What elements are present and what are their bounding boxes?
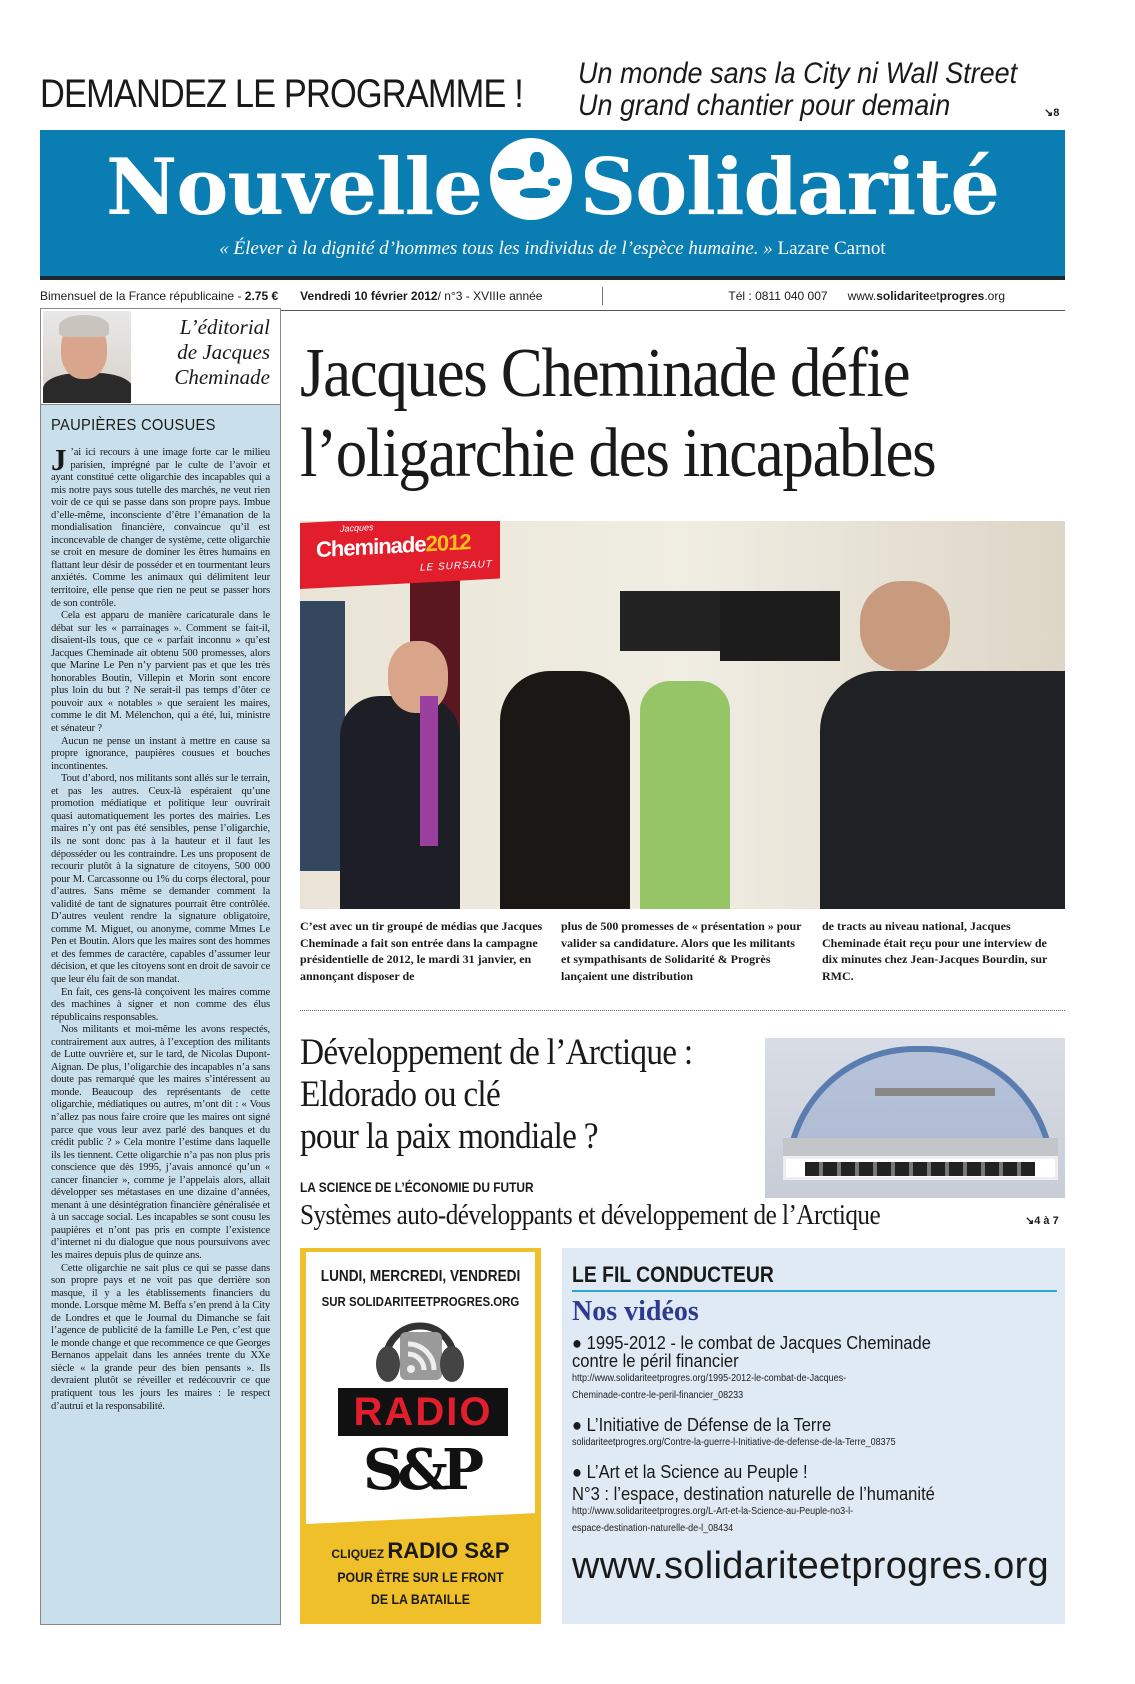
motto-quote: « Élever à la dignité d’hommes tous les individus de l’espèce humaine. » bbox=[219, 238, 773, 259]
motto bbox=[40, 238, 1065, 260]
teaser[interactable] bbox=[578, 58, 1017, 122]
radio-logo-word: RADIO bbox=[338, 1388, 508, 1436]
video-item[interactable]: ● L’Art et la Science au Peuple ! N°3 : l’espace, destination naturelle de l’humanité http://www.solidariteetprogres.org/L-Art-et-la-Science-au-Peuple-no3-l- espace-destination-naturelle-de-l_08434 bbox=[572, 1463, 1057, 1537]
radio-site: SUR SOLIDARITEETPROGRES.ORG bbox=[321, 1294, 520, 1309]
phone: Tél : 0811 040 007 bbox=[728, 289, 828, 303]
drop-cap: J bbox=[51, 442, 67, 477]
radio-logo-sp: S&P bbox=[362, 1437, 479, 1503]
video-link[interactable]: solidariteetprogres.org/Contre-la-guerre-l-Initiative-de-defense-de-la-Terre_08375 bbox=[572, 1437, 896, 1448]
masthead bbox=[40, 130, 1065, 280]
main-headline[interactable]: Jacques Cheminade défie l’oligarchie des incapables bbox=[300, 335, 936, 492]
campaign-badge bbox=[300, 521, 500, 589]
globe-icon bbox=[490, 138, 572, 220]
radio-cta-line: POUR ÊTRE SUR LE FRONT bbox=[337, 1569, 504, 1585]
fil-conducteur-box bbox=[562, 1248, 1065, 1624]
price: 2.75 € bbox=[244, 289, 279, 303]
headphones-rss-icon bbox=[372, 1314, 468, 1386]
page-ref: ↘8 bbox=[1044, 107, 1060, 119]
teaser-line: Un grand chantier pour demain bbox=[578, 89, 951, 122]
section-kicker: LA SCIENCE DE L’ÉCONOMIE DU FUTUR bbox=[300, 1179, 534, 1195]
site-link[interactable]: www.solidariteetprogres.org bbox=[847, 289, 1005, 303]
video-item[interactable]: ● 1995-2012 - le combat de Jacques Cheminade contre le péril financier http://www.solidariteetprogres.org/1995-2012-le-combat-de-Jacques- Cheminade-contre-le-peril-financier_08233 bbox=[572, 1334, 1057, 1404]
videos-heading: Nos vidéos bbox=[572, 1296, 699, 1327]
page-ref: ↘4 à 7 bbox=[1025, 1215, 1059, 1227]
title-right: Solidarité bbox=[579, 142, 999, 233]
badge-name: Cheminade2012 bbox=[316, 529, 471, 563]
photo-caption: C’est avec un tir groupé de médias que Jacques Cheminade a fait son entrée dans la campagne présidentielle de 2012, le mardi 31 janvier, en annonçant disposer de plus de 500 promesses de « présentation » pour valider sa candidature. Alors que les militants et sympathisants de Solidarité & Progrès lançaient une distribution de tracts au niveau national, Jacques Cheminade était reçu pour une interview de dix minutes chez Jean-Jacques Bourdin, sur RMC. bbox=[300, 919, 1048, 983]
video-link[interactable]: http://www.solidariteetprogres.org/L-Art-et-la-Science-au-Peuple-no3-l- bbox=[572, 1506, 854, 1517]
badge-first-name: Jacques bbox=[340, 522, 374, 534]
title-left: Nouvelle bbox=[106, 142, 482, 233]
arctic-headline[interactable]: Développement de l’Arctique : Eldorado ou clé pour la paix mondiale ? bbox=[300, 1032, 693, 1157]
lead-photo[interactable] bbox=[300, 521, 1065, 909]
arctic-station-image[interactable] bbox=[765, 1038, 1065, 1198]
issue-number: / n°3 - XVIIIe année bbox=[437, 289, 543, 303]
issue-date: Vendredi 10 février 2012 bbox=[300, 289, 438, 303]
radio-cta-line: DE LA BATAILLE bbox=[370, 1591, 470, 1607]
motto-author: Lazare Carnot bbox=[777, 238, 886, 259]
tagline: Bimensuel de la France républicaine - bbox=[40, 289, 242, 303]
radio-cta[interactable]: CLIQUEZ RADIO S&P bbox=[331, 1538, 510, 1563]
video-item[interactable]: ● L’Initiative de Défense de la Terre solidariteetprogres.org/Contre-la-guerre-l-Initiative-de-defense-de-la-Terre_08375 bbox=[572, 1416, 1057, 1451]
editorial-box bbox=[40, 308, 281, 1625]
editorial-label: L’éditorial de Jacques Cheminade bbox=[174, 315, 270, 389]
fil-title: LE FIL CONDUCTEUR bbox=[572, 1262, 1057, 1292]
site-url[interactable]: www.solidariteetprogres.org bbox=[572, 1545, 1049, 1587]
video-link[interactable]: http://www.solidariteetprogres.org/1995-2012-le-combat-de-Jacques- bbox=[572, 1373, 847, 1384]
teaser-line: Un monde sans la City ni Wall Street bbox=[578, 57, 1018, 90]
newspaper-title bbox=[40, 138, 1065, 233]
radio-days: LUNDI, MERCREDI, VENDREDI bbox=[320, 1268, 521, 1285]
author-portrait bbox=[43, 311, 131, 403]
editorial-text: J ’ai ici recours à une image forte car le milieu parisien, imprégné par le culte de l’avoir et ayant constitué cette oligarchie des incapables qui a mis notre pays sous tutelle des marchés, ne veut rien voir de ce qui se passe dans son propre pays. Imbue d’elle-même, inconsciente d’être l’émanation de la mondialisation financière, convaincue qu’il est inconcevable de changer de système, cette oligarchie se croit en mesure de dominer les êtres humains en flattant leur désir de posséder et en tourmentant leurs anxiétés. Comme les animaux qui délimitent leur territoire, elle pense que rien ne peut se passer hors de son contrôle. Cela est apparu de manière caricaturale dans le débat sur les « parrainages ». Comment se fait-il, disaient-ils tous, que ce « parfait inconnu » qu’est Jacques Cheminade ait obtenu 500 promesses, alors que Marine Le Pen n’y parvient pas et que les très honorables Boutin, Villepin et Morin sont encore plus loin du but ? Ne serait-il pas temps d’ôter ce pouvoir aux « notables » que seraient les maires, comme le dit M. Mélenchon, qui a été, lui, ministre et sénateur ? Aucun ne pense un instant à mettre en cause sa propre ignorance, paupières cousues et bouches incontinentes. Tout d’abord, nos militants sont allés sur le terrain, et pas les autres. Ceux-là espéraient qu’une promotion médiatique et politique leur ouvrirait quasi automatiquement les portes des mairies. Les maires n’y ont pas été sensibles, pense l’oligarchie, ils ne sont donc pas à la hauteur et il faut les déposséder ou les contraindre. Les uns proposent de recourir plutôt à la signature de citoyens, 500 000 pour M. Carcassonne ou 1% du corps électoral, pour d’autres. Sans même se demander comment la validité de tant de signatures pourrait être contrôlée. D’autres veulent rendre la signature obligatoire, comme M. Miguet, ou anonyme, comme Mmes Le Pen et Boutin. Alors que les maires sont des hommes et des femmes de caractère, capables d’assumer leur décision, et que les citoyens sont en droit de savoir ce que leur élu fait de son mandat. En fait, ces gens-là conçoivent les maires comme des machines à signer et non comme des élus républicains responsables. Nos militants et moi-même les avons respectés, contrairement aux autres, à l’exception des militants de Lutte ouvrière et, sur le tard, de Nicolas Dupont-Aignan. De plus, l’oligarchie des incapables n’a sans doute pas remarqué que les maires s’intéressent au monde. Beaucoup des représentants de cette oligarchie, médiatiques ou autres, m’ont dit : « Vous n’allez pas nous faire croire que les maires ont signé parce que vous leur avez parlé des banques et du crédit public ? » Cela montre l’estime dans laquelle ils les tiennent. Cette oligarchie n’a pas non plus pris conscience que dès 1995, j’avais annoncé qu’un « cancer financier », comme je l’appelais alors, allait développer ses métastases en une dizaine d’années, menant à une désintégration financière généralisée et à un saccage social. Les incapables se sont cousu les paupières et n’ont pas pris en compte l’existence d’internet ni du dialogue que nous poursuivons avec les maires depuis plus de quinze ans. Cette oligarchie ne sait plus ce qui se passe dans son propre pays et ne voit pas que derrière son masque, il y a les établissements financiers du monde. Lorsque même M. Beffa s’en prend à la City de Londres et que le Journal du Dimanche se fait l’agence de publicité de la famille Le Pen, c’est que le monde change et que recommence ce que Georges Bernanos appelait dans les années trente du XXe siècle « la grande peur des bien pensants ». Ils devraient plutôt se réveiller et redécouvrir ce que pratiquent tous les jours les maires : le respect d’autrui et la responsabilité. bbox=[51, 442, 271, 1412]
radio-ad[interactable] bbox=[300, 1248, 541, 1624]
programme-kicker: DEMANDEZ LE PROGRAMME ! bbox=[40, 72, 523, 116]
badge-slogan: LE SURSAUT bbox=[420, 558, 493, 574]
editorial-title: PAUPIÈRES COUSUES bbox=[51, 417, 216, 434]
arctic-subtitle[interactable]: Systèmes auto-développants et développement de l’Arctique bbox=[300, 1200, 881, 1231]
divider bbox=[300, 1010, 1065, 1011]
